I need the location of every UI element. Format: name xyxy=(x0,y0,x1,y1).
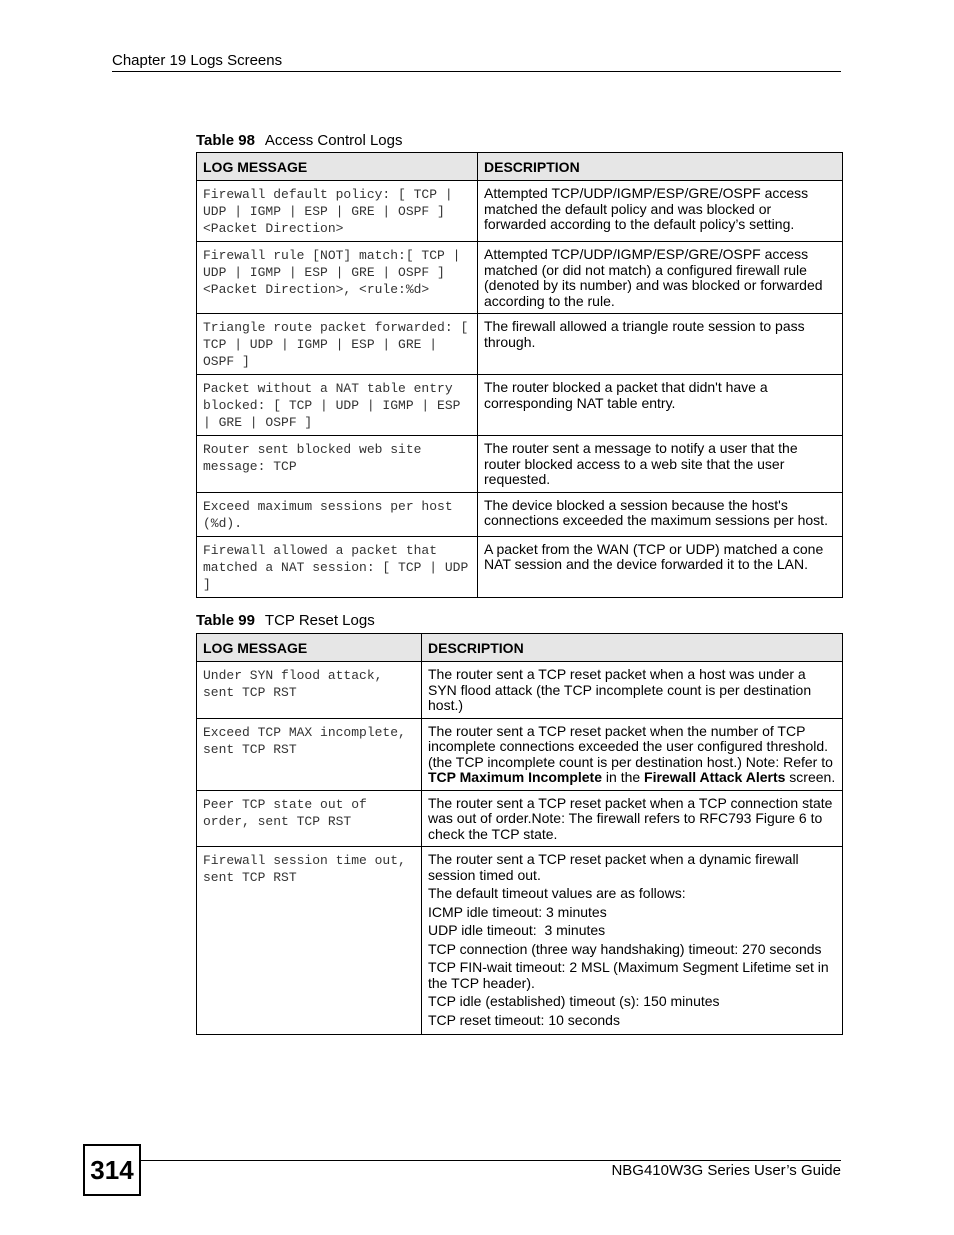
header-divider xyxy=(112,71,841,72)
table-row xyxy=(197,314,843,375)
description-cell: The device blocked a session because the host's connections exceeded the maximum sessions per host. xyxy=(478,492,843,536)
firewall-attack-alerts-term: Firewall Attack Alerts xyxy=(644,769,786,785)
table-row xyxy=(197,536,843,597)
table-header-row xyxy=(197,153,843,181)
table-row xyxy=(197,662,843,719)
description-paragraph: TCP connection (three way handshaking) timeout: 270 seconds xyxy=(428,940,822,957)
table-99-title: TCP Reset Logs xyxy=(264,612,375,629)
description-cell xyxy=(422,847,843,1035)
description-paragraph: UDP idle timeout: 3 minutes xyxy=(428,922,606,938)
description-paragraph: TCP reset timeout: 10 seconds xyxy=(428,1011,620,1028)
description-text: screen. xyxy=(785,769,836,785)
description-cell xyxy=(422,718,843,790)
description-text: in the xyxy=(602,769,645,785)
log-message-cell: Firewall rule [NOT] match:[ TCP | UDP | IGMP | ESP | GRE | OSPF ] <Packet Direction>, <rule:%d> xyxy=(197,242,478,314)
guide-title: NBG410W3G Series User’s Guide xyxy=(611,1162,841,1179)
table-row xyxy=(197,718,843,790)
log-message-cell: Router sent blocked web site message: TCP xyxy=(197,436,478,493)
page-number: 314 xyxy=(83,1144,141,1196)
table-row xyxy=(197,790,843,847)
table-row xyxy=(197,847,843,1035)
tcp-reset-logs-table xyxy=(196,633,843,1035)
table-header-row xyxy=(197,634,843,662)
description-cell: Attempted TCP/UDP/IGMP/ESP/GRE/OSPF access matched the default policy and was blocked or forwarded according to the default policy’s setting. xyxy=(478,181,843,242)
table-row xyxy=(197,436,843,493)
description-paragraph: TCP FIN-wait timeout: 2 MSL (Maximum Segment Lifetime set in the TCP header). xyxy=(428,959,829,991)
log-message-cell: Peer TCP state out of order, sent TCP RST xyxy=(197,790,422,847)
description-paragraph: ICMP idle timeout: 3 minutes xyxy=(428,903,607,920)
table-98-number: Table 98 xyxy=(196,132,255,149)
description-paragraph: The router sent a TCP reset packet when a dynamic firewall session timed out. xyxy=(428,851,799,883)
table-99-number: Table 99 xyxy=(196,612,255,629)
table-98-caption xyxy=(196,131,403,151)
log-message-cell: Exceed TCP MAX incomplete, sent TCP RST xyxy=(197,718,422,790)
tcp-max-incomplete-term: TCP Maximum Incomplete xyxy=(428,769,603,785)
footer-divider xyxy=(141,1160,841,1161)
description-cell: The firewall allowed a triangle route session to pass through. xyxy=(478,314,843,375)
description-cell: A packet from the WAN (TCP or UDP) matched a cone NAT session and the device forwarded it to the LAN. xyxy=(478,536,843,597)
description-paragraph: TCP idle (established) timeout (s): 150 minutes xyxy=(428,993,720,1009)
log-message-cell: Triangle route packet forwarded: [ TCP | UDP | IGMP | ESP | GRE | OSPF ] xyxy=(197,314,478,375)
column-header-description: DESCRIPTION xyxy=(478,153,843,181)
log-message-cell: Packet without a NAT table entry blocked: [ TCP | UDP | IGMP | ESP | GRE | OSPF ] xyxy=(197,375,478,436)
log-message-cell: Under SYN flood attack, sent TCP RST xyxy=(197,662,422,719)
description-cell: The router sent a TCP reset packet when a host was under a SYN flood attack (the TCP incomplete count is per destination host.) xyxy=(422,662,843,719)
description-cell: The router sent a message to notify a user that the router blocked access to a web site that the user requested. xyxy=(478,436,843,493)
chapter-header: Chapter 19 Logs Screens xyxy=(112,52,283,69)
log-message-cell: Firewall allowed a packet that matched a NAT session: [ TCP | UDP ] xyxy=(197,536,478,597)
description-text: The router sent a TCP reset packet when the number of TCP incomplete connections exceeded the user configured threshold. (the TCP incomplete count is per destination host.) Note: Refer to xyxy=(428,722,833,770)
description-paragraph: The default timeout values are as follows: xyxy=(428,885,686,901)
description-cell: Attempted TCP/UDP/IGMP/ESP/GRE/OSPF access matched (or did not match) a configured firewall rule (denoted by its number) and was blocked or forwarded according to the rule. xyxy=(478,242,843,314)
table-99-caption xyxy=(196,611,375,631)
table-row xyxy=(197,375,843,436)
description-cell: The router blocked a packet that didn't have a corresponding NAT table entry. xyxy=(478,375,843,436)
table-row xyxy=(197,492,843,536)
log-message-cell: Exceed maximum sessions per host (%d). xyxy=(197,492,478,536)
column-header-log-message: LOG MESSAGE xyxy=(197,634,422,662)
column-header-description: DESCRIPTION xyxy=(422,634,843,662)
access-control-logs-table xyxy=(196,152,843,598)
log-message-cell: Firewall session time out, sent TCP RST xyxy=(197,847,422,1035)
log-message-cell: Firewall default policy: [ TCP | UDP | IGMP | ESP | GRE | OSPF ] <Packet Direction> xyxy=(197,181,478,242)
column-header-log-message: LOG MESSAGE xyxy=(197,153,478,181)
table-row xyxy=(197,242,843,314)
table-98-title: Access Control Logs xyxy=(264,132,403,149)
description-cell: The router sent a TCP reset packet when a TCP connection state was out of order.Note: The firewall refers to RFC793 Figure 6 to check the TCP state. xyxy=(422,790,843,847)
table-row xyxy=(197,181,843,242)
